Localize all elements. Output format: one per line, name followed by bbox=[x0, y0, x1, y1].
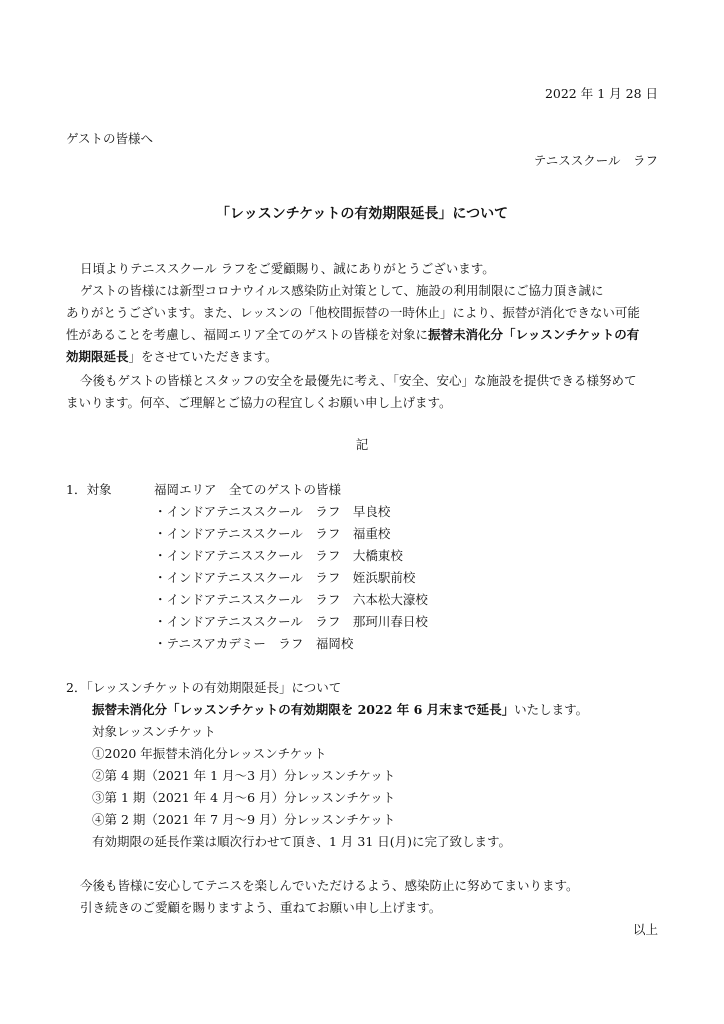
section-2-main-rest: いたします。 bbox=[514, 702, 589, 717]
paragraph-2-line-2: ありがとうございます。また、レッスンの「他校間振替の一時休止」により、振替が消化できない可能 bbox=[66, 305, 640, 320]
section-1-lead: 福岡エリア 全てのゲストの皆様 bbox=[154, 482, 342, 497]
paragraph-2-line-3-bold: 振替未消化分「レッスンチケットの有 bbox=[428, 327, 640, 342]
ticket-item: ①2020 年振替未消化分レッスンチケット bbox=[92, 746, 327, 761]
ticket-item: ④第 2 期（2021 年 7 月～9 月）分レッスンチケット bbox=[92, 812, 396, 827]
school-item: ・インドアテニススクール ラフ 福重校 bbox=[154, 526, 391, 541]
section-2-main bbox=[92, 702, 588, 718]
school-item: ・インドアテニススクール ラフ 大橋東校 bbox=[154, 548, 403, 563]
closing-line-1: 今後も皆様に安心してテニスを楽しんでいただけるよう、感染防止に努めてまいります。 bbox=[80, 878, 579, 893]
school-item: ・インドアテニススクール ラフ 早良校 bbox=[154, 504, 391, 519]
paragraph-2-line-3 bbox=[66, 327, 639, 343]
school-item: ・インドアテニススクール ラフ 那珂川春日校 bbox=[154, 614, 428, 629]
addressee: ゲストの皆様へ bbox=[66, 131, 154, 146]
ticket-item: ③第 1 期（2021 年 4 月～6 月）分レッスンチケット bbox=[92, 790, 396, 805]
paragraph-3-line-1: 今後もゲストの皆様とスタッフの安全を最優先に考え、「安全、安心」な施設を提供できる様努めて bbox=[80, 373, 637, 388]
paragraph-3-line-2: まいります。何卒、ご理解とご協力の程宜しくお願い申し上げます。 bbox=[66, 395, 452, 410]
document-date: 2022 年 1 月 28 日 bbox=[544, 86, 658, 101]
paragraph-1: 日頃よりテニススクール ラフをご愛顧賜り、誠にありがとうございます。 bbox=[80, 261, 495, 276]
paragraph-2-line-3-text: 性があることを考慮し、福岡エリア全てのゲストの皆様を対象に bbox=[66, 327, 429, 342]
section-2-heading: 2．「レッスンチケットの有効期限延長」について bbox=[66, 680, 342, 695]
school-item: ・テニスアカデミー ラフ 福岡校 bbox=[154, 636, 354, 651]
section-2-main-bold: 振替未消化分「レッスンチケットの有効期限を 2022 年 6 月末まで延長」 bbox=[92, 702, 515, 717]
document-title: 「レッスンチケットの有効期限延長」について bbox=[215, 206, 509, 222]
ticket-item: ②第 4 期（2021 年 1 月～3 月）分レッスンチケット bbox=[92, 768, 396, 783]
ki-heading: 記 bbox=[355, 437, 369, 452]
target-ticket-label: 対象レッスンチケット bbox=[92, 724, 216, 739]
school-item: ・インドアテニススクール ラフ 姪浜駅前校 bbox=[154, 570, 416, 585]
section-2-note: 有効期限の延長作業は順次行わせて頂き、1 月 31 日(月)に完了致します。 bbox=[92, 834, 512, 849]
school-item: ・インドアテニススクール ラフ 六本松大濠校 bbox=[154, 592, 428, 607]
section-1-number: 1．対象 bbox=[66, 482, 112, 497]
paragraph-2-line-4-bold: 効期限延長 bbox=[66, 349, 129, 364]
paragraph-2-line-4 bbox=[66, 349, 278, 365]
closing-end: 以上 bbox=[632, 922, 658, 937]
closing-line-2: 引き続きのご愛顧を賜りますよう、重ねてお願い申し上げます。 bbox=[80, 900, 442, 915]
paragraph-2-line-1: ゲストの皆様には新型コロナウイルス感染防止対策として、施設の利用制限にご協力頂き誠に bbox=[80, 283, 604, 298]
sender: テニススクール ラフ bbox=[533, 153, 658, 168]
paragraph-2-line-4-text: 」をさせていただきます。 bbox=[128, 349, 278, 364]
